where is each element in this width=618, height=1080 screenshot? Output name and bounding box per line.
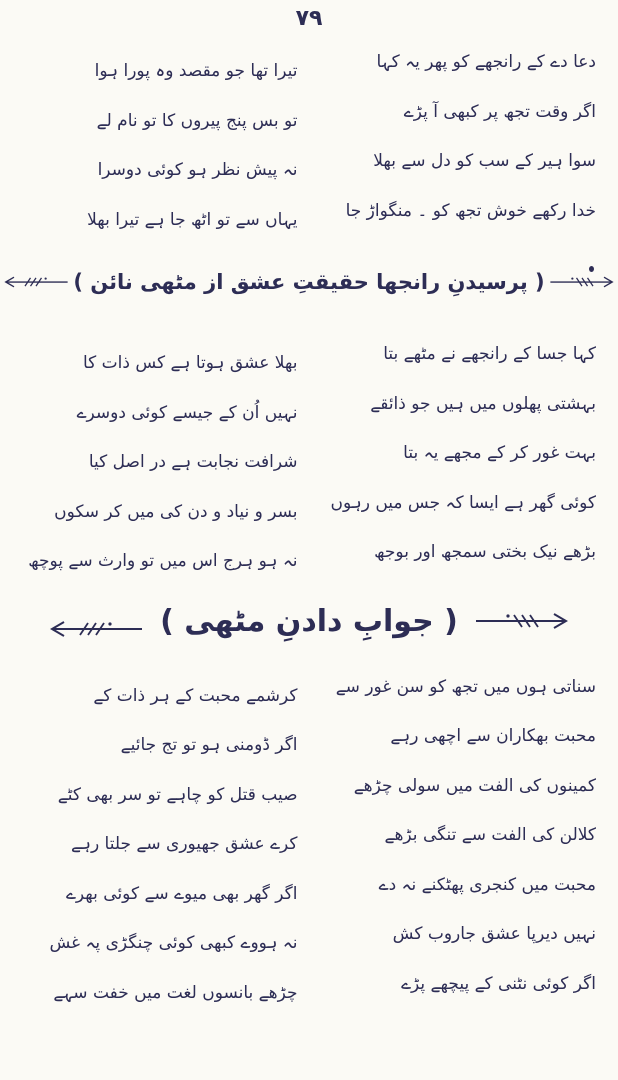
hemistich-right: بہت غور کر کے مجھے یہ بتا [403, 443, 596, 463]
section-heading-2-text: ( جوابِ دادنِ مٹھی ) [160, 603, 458, 639]
hemistich-right: کلالن کی الفت سے تنگی بڑھے [384, 825, 596, 845]
page-number: ۷۹ [295, 6, 323, 31]
couplet-row [22, 675, 596, 706]
hemistich-left: بسر و نیاد و دن کی میں کر سکوں [54, 501, 298, 522]
hemistich-left: شرافت نجابت ہے در اصل کیا [88, 452, 298, 472]
couplet-row [22, 922, 596, 953]
couplet-row [22, 972, 596, 1003]
hemistich-right: کوئی گھر ہے ایسا کہ جس میں رہوں [330, 492, 596, 513]
hemistich-right: سوا ہیر کے سب کو دل سے بھلا [373, 151, 596, 171]
couplet-row [22, 873, 596, 904]
couplet-row [22, 823, 596, 854]
hemistich-left: تو بس پنج پیروں کا تو نام لے [96, 110, 298, 131]
couplet-row [22, 491, 596, 522]
couplet-row [22, 441, 596, 472]
flourish-arrow-right-icon [462, 611, 582, 631]
section-heading-2 [22, 604, 596, 639]
hemistich-right: نہیں دیرپا عشق جاروب کش [392, 924, 596, 944]
couplet-row [22, 724, 596, 755]
hemistich-right: سناتی ہوں میں تجھ کو سن غور سے [335, 676, 596, 697]
hemistich-left: یہاں سے تو اٹھ جا ہے تیرا بھلا [87, 209, 298, 230]
hemistich-left: اگر گھر بھی میوے سے کوئی بھرے [65, 883, 298, 904]
hemistich-left: بھلا عشق ہوتا ہے کس ذات کا [82, 353, 298, 373]
couplet-row [22, 392, 596, 423]
couplet-row [22, 199, 596, 230]
hemistich-left: چڑھے بانسوں لغت میں خفت سہے [53, 982, 298, 1003]
hemistich-left: کرے عشق جھیوری سے جلتا رہے [71, 834, 298, 854]
flourish-arrow-right-icon [549, 272, 615, 292]
hemistich-left: نہ ہو ہرج اس میں تو وارث سے پوچھ [28, 551, 298, 571]
hemistich-right: دعا دے کے رانجھے کو پھر یہ کہا [376, 52, 596, 72]
couplet-row [22, 774, 596, 805]
hemistich-right: کمینوں کی الفت میں سولی چڑھے [353, 775, 596, 796]
hemistich-left: اگر ڈومنی ہو تو تج جائیے [120, 735, 298, 755]
hemistich-left: نہیں اُن کے جیسے کوئی دوسرے [76, 402, 298, 423]
hemistich-right: بڑھے نیک بختی سمجھ اور بوجھ [374, 542, 596, 562]
ink-speck [589, 266, 594, 272]
hemistich-right: خدا رکھے خوش تجھ کو ۔ منگواڑ جا [345, 200, 596, 221]
couplet-row [22, 50, 596, 81]
hemistich-right: اگر کوئی نٹنی کے پیچھے پڑے [401, 973, 596, 994]
hemistich-right: محبت بھکاران سے اچھی رہے [390, 726, 596, 746]
hemistich-left: کرشمے محبت کے ہر ذات کے [93, 685, 298, 706]
poem-section-1 [22, 50, 596, 248]
flourish-arrow-left-icon [3, 272, 69, 292]
hemistich-right: بہشتی پھلوں میں ہیں جو ذائقے [370, 393, 596, 414]
hemistich-left: تیرا تھا جو مقصد وہ پورا ہوا [94, 61, 298, 81]
poem-section-2 [22, 342, 596, 590]
hemistich-left: نہ پیش نظر ہو کوئی دوسرا [97, 160, 298, 180]
section-heading-1 [22, 270, 596, 294]
hemistich-right: محبت میں کنجری پھٹکنے نہ دے [378, 874, 596, 895]
poem-body [0, 36, 618, 1021]
couplet-row [22, 149, 596, 180]
hemistich-left: صیب قتل کو چاہے تو سر بھی کٹے [57, 784, 298, 805]
hemistich-right: کہا جسا کے رانجھے نے مٹھے بتا [383, 344, 596, 364]
poem-section-3 [22, 675, 596, 1022]
flourish-arrow-left-icon [36, 619, 156, 639]
couplet-row [22, 100, 596, 131]
section-heading-1-text: ( پرسیدنِ رانجھا حقیقتِ عشق از مٹھی نائن ) [73, 270, 545, 294]
couplet-row [22, 540, 596, 571]
hemistich-right: اگر وقت تجھ پر کبھی آ پڑے [403, 101, 596, 122]
couplet-row [22, 342, 596, 373]
hemistich-left: نہ ہووے کبھی کوئی چنگڑی پہ غش [49, 933, 298, 953]
